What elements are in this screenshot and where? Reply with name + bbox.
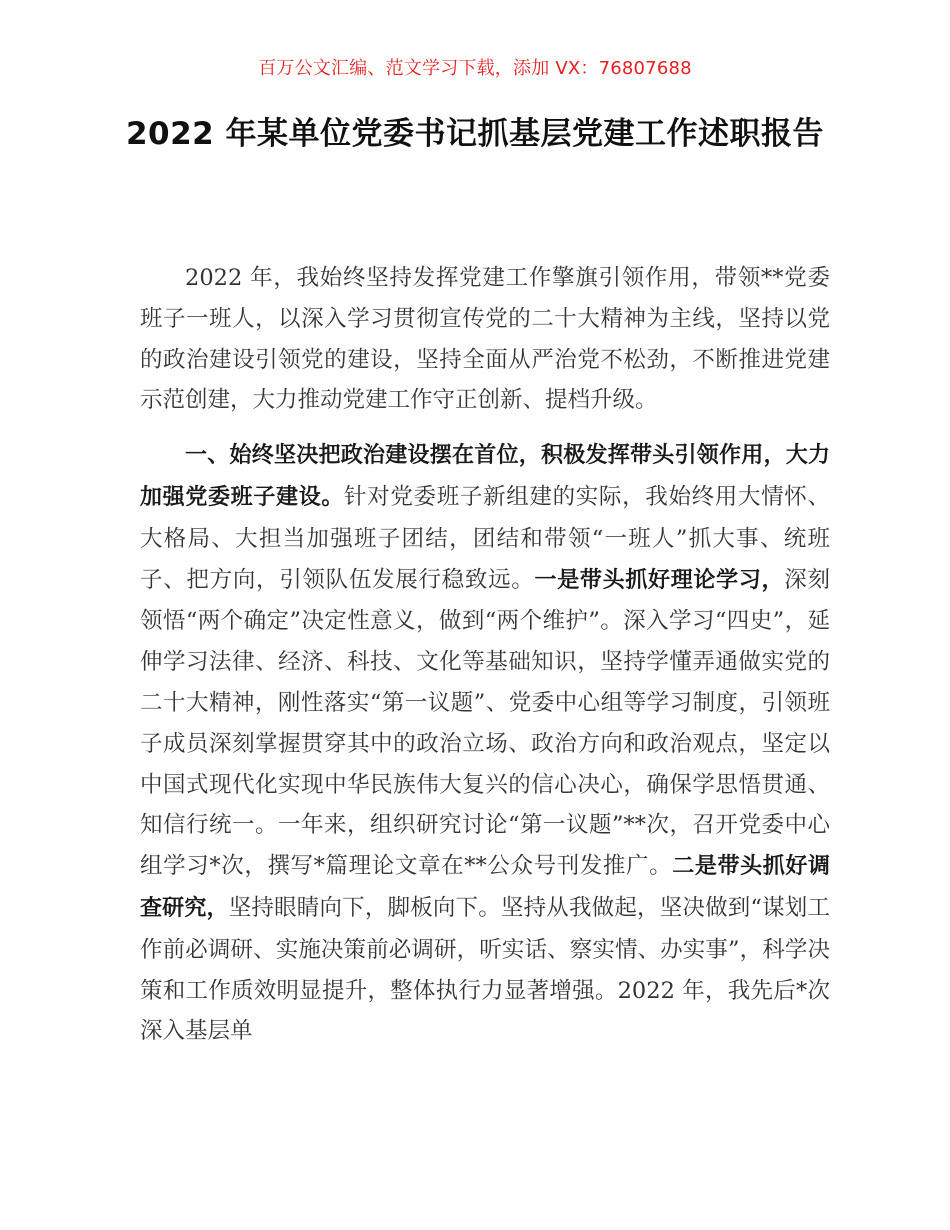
document-title: 2022 年某单位党委书记抓基层党建工作述职报告: [125, 116, 825, 152]
header-banner: 百万公文汇编、范文学习下载，添加 VX：76807688: [258, 58, 692, 79]
intro-paragraph: 2022 年，我始终坚持发挥党建工作擎旗引领作用，带领**党委班子一班人，以深入学习贯彻宣传党的二十大精神为主线，坚持以党的政治建设引领党的建设，坚持全面从严治党不松劲，不断推进党建示范创建，大力推动党建工作守正创新、提档升级。: [140, 265, 830, 414]
point-1-heading: 一是带头抓好理论学习，: [534, 567, 785, 593]
section-1-paragraph: [140, 435, 830, 1052]
point-1-text: 深刻领悟“两个确定”决定性意义，做到“两个维护”。深入学习“四史”，延伸学习法律、经济、科技、文化等基础知识，坚持学懂弄通做实党的二十大精神，刚性落实“第一议题”、党委中心组等学习制度，引领班子成员深刻掌握贯穿其中的政治立场、政治方向和政治观点，坚定以中国式现代化实现中华民族伟大复兴的信心决心，确保学思悟贯通、知信行统一。一年来，组织研究讨论“第一议题”**次，召开党委中心组学习*次，撰写*篇理论文章在**公众号刊发推广。: [140, 566, 830, 880]
section-1-text: 针对党委班子新组建的实际，我始终用大情怀、大格局、大担当加强班子团结，团结和带领“一班人”抓大事、统班子、把方向，引领队伍发展行稳致远。: [140, 483, 830, 593]
point-2-heading: 二是带头抓好调查研究，: [140, 854, 830, 921]
point-2-text: 坚持眼睛向下，脚板向下。坚持从我做起，坚决做到“谋划工作前必调研、实施决策前必调研，听实话、察实情、办实事”，科学决策和工作质效明显提升，整体执行力显著增强。2022 年，我先后*次深入基层单: [140, 894, 830, 1045]
section-1-heading: 一、始终坚决把政治建设摆在首位，积极发挥带头引领作用，大力加强党委班子建设。: [140, 443, 830, 510]
document-body: [140, 258, 830, 1052]
